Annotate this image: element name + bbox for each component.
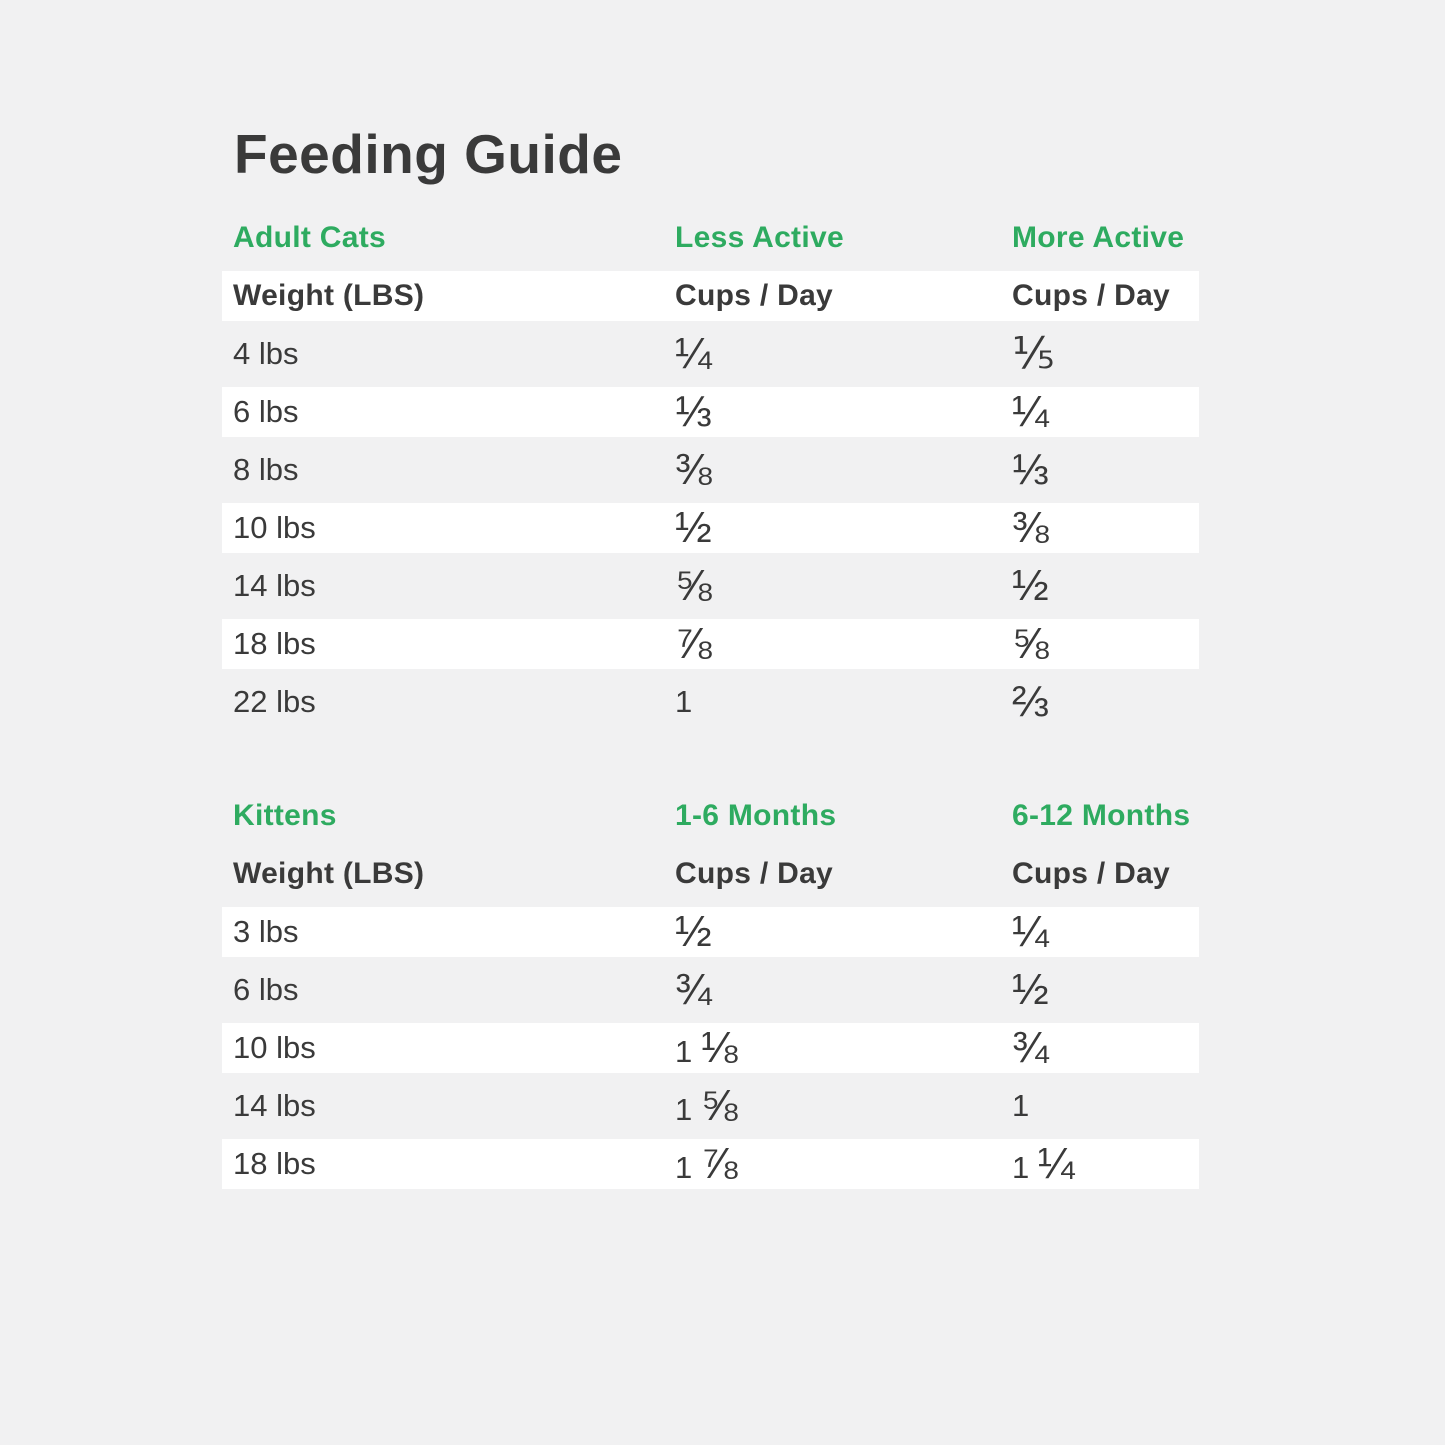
- cups-day-cell: 1 ⅞: [675, 1139, 738, 1188]
- column-label-6-12-months: 6-12 Months: [1012, 799, 1191, 832]
- table-row: [222, 557, 1199, 615]
- weight-cell: 4 lbs: [233, 336, 299, 371]
- page-title: Feeding Guide: [234, 123, 623, 185]
- header-cell-cups-day: Cups / Day: [1012, 279, 1171, 312]
- cups-day-cell: 1: [675, 684, 693, 719]
- table-row: [222, 441, 1199, 499]
- weight-cell: 22 lbs: [233, 684, 316, 719]
- fraction-glyph: ⅓: [1012, 445, 1049, 494]
- fraction-glyph: ⅓: [675, 387, 712, 436]
- column-label-less-active: Less Active: [675, 221, 844, 254]
- cups-day-cell: [1012, 503, 1199, 552]
- table-row: [222, 1077, 1199, 1135]
- feeding-table-adult-cats: [222, 209, 1199, 731]
- column-label-1-6-months: 1-6 Months: [675, 799, 837, 832]
- table-row: [222, 383, 1199, 441]
- fraction-glyph: ⅛: [700, 1023, 738, 1072]
- table-body: [222, 325, 1199, 731]
- table-row: [222, 615, 1199, 673]
- fraction-glyph: ⅕: [1012, 329, 1055, 378]
- table-body: [222, 903, 1199, 1193]
- cups-day-cell: [675, 329, 1012, 378]
- cups-day-cell: [675, 619, 1012, 668]
- fraction-glyph: ½: [675, 503, 712, 552]
- weight-cell: 3 lbs: [233, 914, 299, 949]
- cups-day-cell: [1012, 561, 1199, 610]
- fraction-glyph: ½: [675, 907, 712, 956]
- fraction-glyph: ¼: [1012, 907, 1049, 956]
- table-row: [222, 325, 1199, 383]
- fraction-glyph: ¾: [675, 965, 712, 1014]
- cups-day-cell: [1012, 387, 1199, 436]
- weight-cell: 18 lbs: [233, 626, 316, 661]
- table-header-row: [222, 267, 1199, 325]
- fraction-glyph: ½: [1012, 561, 1049, 610]
- cups-day-cell: [675, 387, 1012, 436]
- cups-day-cell: [675, 445, 1012, 494]
- table-header-row: [222, 845, 1199, 903]
- group-header-row: [222, 209, 1199, 267]
- cups-day-cell: [675, 503, 1012, 552]
- header-cell-cups-day: Cups / Day: [1012, 857, 1171, 890]
- cups-day-cell: 1: [1012, 1088, 1030, 1123]
- cups-day-cell: [1012, 907, 1199, 956]
- table-row: [222, 673, 1199, 731]
- fraction-glyph: ¼: [675, 329, 712, 378]
- group-label-kittens: Kittens: [233, 799, 337, 832]
- weight-cell: 8 lbs: [233, 452, 299, 487]
- group-label-adult-cats: Adult Cats: [233, 221, 386, 254]
- cups-day-cell: 1 ¼: [1012, 1139, 1075, 1188]
- cups-day-cell: 1 ⅛: [675, 1023, 738, 1072]
- fraction-glyph: ⅜: [675, 445, 712, 494]
- fraction-glyph: ¼: [1037, 1139, 1075, 1188]
- header-cell-cups-day: Cups / Day: [675, 857, 834, 890]
- table-row: [222, 499, 1199, 557]
- cups-day-cell: [1012, 619, 1199, 668]
- cups-day-cell: [1012, 445, 1199, 494]
- fraction-glyph: ⅞: [675, 619, 712, 668]
- table-row: [222, 903, 1199, 961]
- weight-cell: 10 lbs: [233, 1030, 316, 1065]
- cups-day-cell: [1012, 965, 1199, 1014]
- fraction-glyph: ⅔: [1012, 677, 1049, 726]
- fraction-glyph: ⅜: [1012, 503, 1049, 552]
- header-cell-cups-day: Cups / Day: [675, 279, 834, 312]
- fraction-glyph: ⅞: [700, 1139, 738, 1188]
- cups-day-cell: [1012, 329, 1199, 378]
- table-row: [222, 961, 1199, 1019]
- header-cell-weight: Weight (LBS): [233, 857, 425, 890]
- weight-cell: 6 lbs: [233, 972, 299, 1007]
- cups-day-cell: [1012, 677, 1199, 726]
- column-label-more-active: More Active: [1012, 221, 1185, 254]
- cups-day-cell: [1012, 1023, 1199, 1072]
- fraction-glyph: ¼: [1012, 387, 1049, 436]
- group-header-row: [222, 787, 1199, 845]
- weight-cell: 18 lbs: [233, 1146, 316, 1181]
- fraction-glyph: ⅝: [700, 1081, 738, 1130]
- table-row: [222, 1135, 1199, 1193]
- weight-cell: 10 lbs: [233, 510, 316, 545]
- weight-cell: 14 lbs: [233, 568, 316, 603]
- feeding-table-kittens: [222, 787, 1199, 1193]
- cups-day-cell: 1 ⅝: [675, 1081, 738, 1130]
- cups-day-cell: [675, 965, 1012, 1014]
- cups-day-cell: [675, 907, 1012, 956]
- weight-cell: 6 lbs: [233, 394, 299, 429]
- cups-day-cell: [675, 561, 1012, 610]
- fraction-glyph: ¾: [1012, 1023, 1049, 1072]
- fraction-glyph: ½: [1012, 965, 1049, 1014]
- table-row: [222, 1019, 1199, 1077]
- header-cell-weight: Weight (LBS): [233, 279, 425, 312]
- fraction-glyph: ⅝: [675, 561, 712, 610]
- fraction-glyph: ⅝: [1012, 619, 1049, 668]
- weight-cell: 14 lbs: [233, 1088, 316, 1123]
